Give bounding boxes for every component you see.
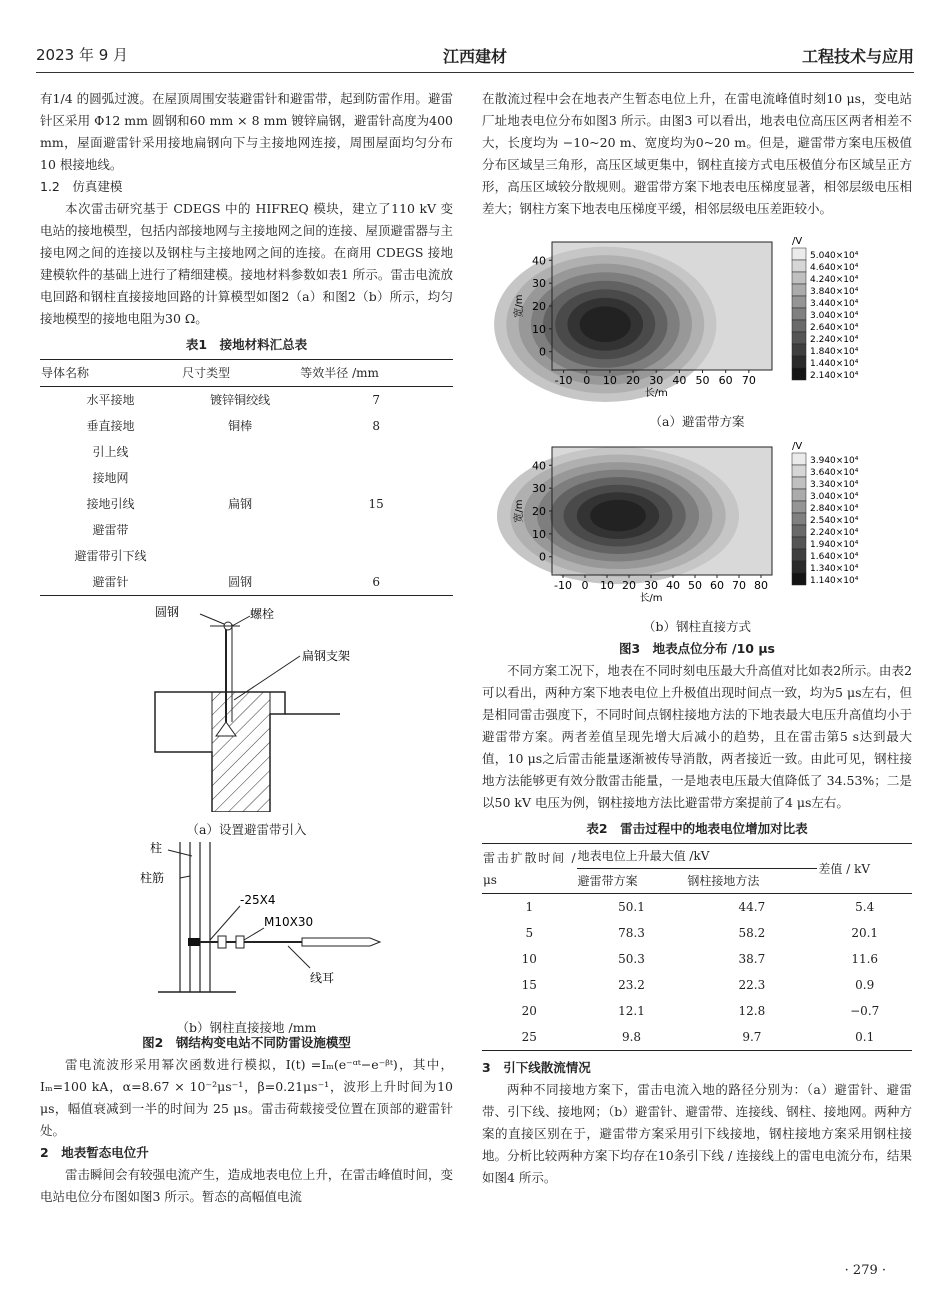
colorbar-swatch — [792, 260, 806, 272]
table-header: 钢柱接地方法 — [686, 869, 817, 894]
paragraph: 有1/4 的圆弧过渡。在屋顶周围安装避雷针和避雷带，起到防雷作用。避雷针区采用 Φ12 mm 圆钢和60 mm × 8 mm 镀锌扁钢，避雷针高度为400 mm，屋面避雷针采用接地扁钢向下与主接地网连接，周围屋面均匀分布10 根接地线。 — [40, 91, 453, 172]
table2 — [482, 843, 912, 1051]
table-row — [40, 569, 453, 596]
table-cell — [299, 517, 453, 543]
colorbar-swatch — [792, 561, 806, 573]
y-axis-label: 宽/m — [514, 294, 525, 318]
figure-2b — [40, 842, 453, 1035]
label-lug: 线耳 — [310, 971, 335, 985]
colorbar-unit: /V — [792, 236, 803, 247]
label-rebar: 柱筋 — [140, 871, 165, 885]
table-header: 等效半径 /mm — [299, 360, 453, 387]
label-flat-bracket: 扁钢支架 — [302, 649, 351, 663]
table-cell: 25 — [521, 1030, 537, 1044]
table-cell — [181, 543, 299, 569]
table-cell: 避雷针 — [92, 575, 129, 589]
y-tick-label: 0 — [539, 550, 546, 564]
y-axis-label: 宽/m — [514, 499, 525, 523]
colorbar-label: 2.240×10⁴ — [810, 528, 859, 538]
table-cell: 扁钢 — [228, 497, 253, 511]
label-bolt: 螺栓 — [250, 607, 275, 621]
x-tick-label: 60 — [710, 579, 724, 592]
section-heading: 2 地表暂态电位升 — [40, 1145, 149, 1160]
table-cell — [181, 517, 299, 543]
y-tick-label: 40 — [532, 254, 546, 268]
left-column — [40, 88, 453, 1208]
x-tick-label: 30 — [644, 579, 658, 592]
table-cell — [181, 465, 299, 491]
table-cell: 58.2 — [738, 926, 766, 940]
table-cell — [299, 543, 453, 569]
table-cell: 20 — [521, 1004, 537, 1018]
table-cell: 接地引线 — [86, 497, 135, 511]
x-tick-label: 0 — [581, 579, 589, 592]
table-header: 差值 / kV — [817, 844, 912, 894]
table-header: 尺寸类型 — [181, 360, 299, 387]
x-tick-label: 40 — [672, 374, 687, 387]
header-journal: 江西建材 — [442, 47, 507, 66]
paragraph: 两种不同接地方案下，雷击电流入地的路径分别为：（a）避雷针、避雷带、引下线、接地网；（b）避雷针、避雷带、连接线、钢柱、接地网。两种方案的直接区别在于，避雷带方案采用引下线接地，钢柱接地方案采用钢柱接地。分析比较两种方案下均存在10条引下线 / 连接线上的雷电电流分布，结果如图4 所示。 — [482, 1082, 912, 1185]
table-cell — [181, 439, 299, 465]
paragraph: 在散流过程中会在地表产生暂态电位上升，在雷电流峰值时刻10 μs，变电站厂址地表电位分布如图3 所示。由图3 可以看出，地表电位高压区两者相差不大，长度均为 −10~20 m、宽度均为0~20 m。但是，避雷带方案电压极值分布区域呈三角形，高压区域更集中，钢柱直接方式电压极值分布区域呈正方形，高压区域较分散规则。避雷带方案下地表电压梯度显著，相邻层级电压相差大；钢柱方案下地表电压梯度平缓，相邻层级电压差距较小。 — [482, 91, 912, 216]
x-tick-label: 60 — [718, 374, 733, 387]
colorbar-label: 3.440×10⁴ — [810, 299, 859, 309]
table-cell: 9.7 — [742, 1030, 762, 1044]
x-axis-label: 长/m — [644, 388, 668, 399]
heatmap-contour — [590, 500, 646, 532]
table-cell — [299, 439, 453, 465]
x-tick-label: 70 — [741, 374, 756, 387]
table-cell: 50.3 — [618, 952, 645, 966]
label-bolt-size: M10X30 — [264, 915, 314, 929]
colorbar-swatch — [792, 248, 806, 260]
header-section: 工程技术与应用 — [801, 47, 914, 66]
table-cell: 避雷带引下线 — [74, 549, 147, 563]
table-cell: 20.1 — [851, 926, 879, 940]
colorbar-swatch — [792, 513, 806, 525]
colorbar-swatch — [792, 368, 806, 380]
table-cell: 6 — [372, 575, 380, 589]
x-tick-label: 30 — [649, 374, 664, 387]
colorbar-label: 4.240×10⁴ — [810, 275, 859, 285]
colorbar-label: 5.040×10⁴ — [810, 251, 859, 261]
colorbar-swatch — [792, 356, 806, 368]
paragraph: 不同方案工况下，地表在不同时刻电压最大升高值对比如表2所示。由表2 可以看出，两种方案下地表电位上升极值出现时间点一致，均为5 μs左右，但是相同雷击强度下，不同时间点钢柱接地方法的下地表最大电压升高值均小于避雷带方案。两者差值呈现先增大后减小的趋势，且在雷击第5 s达到最大值，10 μs之后雷击能量逐渐被传导消散，两者接近一致。由此可见，钢柱接地方法能够更有效分散雷击能量，一是地表电压最大值降低了 34.53%；二是以50 kV 电压为例，钢柱接地方法比避雷带方案提前了4 μs左右。 — [482, 663, 912, 810]
colorbar-swatch — [792, 320, 806, 332]
colorbar-label: 3.640×10⁴ — [810, 468, 859, 478]
figure-2a-caption: （a）设置避雷带引入 — [186, 822, 307, 837]
colorbar-swatch — [792, 549, 806, 561]
colorbar-label: 3.040×10⁴ — [810, 311, 859, 321]
colorbar-label: 1.140×10⁴ — [810, 576, 859, 586]
table-cell: 5 — [525, 926, 534, 940]
colorbar-label: 1.940×10⁴ — [810, 540, 859, 550]
colorbar-swatch — [792, 477, 806, 489]
table-row — [482, 920, 912, 946]
colorbar-label: 2.140×10⁴ — [810, 371, 859, 381]
colorbar-label: 2.840×10⁴ — [810, 504, 859, 514]
x-tick-label: 70 — [732, 579, 746, 592]
colorbar-swatch — [792, 537, 806, 549]
figure-3-title: 图3 地表点位分布 /10 μs — [618, 641, 775, 656]
x-tick-label: 50 — [688, 579, 702, 592]
table2-caption: 表2 雷击过程中的地表电位增加对比表 — [586, 821, 808, 836]
table-cell: 垂直接地 — [86, 419, 135, 433]
table-cell: 镀锌铜绞线 — [210, 393, 271, 407]
table-cell: 15 — [368, 497, 384, 511]
x-tick-label: 80 — [754, 579, 768, 592]
colorbar-swatch — [792, 296, 806, 308]
table-cell: 9.8 — [621, 1030, 642, 1044]
table1-body — [40, 387, 453, 596]
table-cell: 15 — [521, 978, 537, 992]
table1 — [40, 359, 453, 596]
table-row — [40, 465, 453, 491]
table-cell: 22.3 — [738, 978, 766, 992]
y-tick-label: 30 — [532, 277, 546, 291]
table-row — [40, 439, 453, 465]
y-tick-label: 10 — [532, 527, 546, 541]
x-axis-label: 长/m — [639, 593, 663, 604]
table-cell: 0.9 — [855, 978, 875, 992]
table-cell: 8 — [372, 419, 380, 433]
table-cell: 12.1 — [618, 1004, 645, 1018]
figure-2a-drawing — [40, 604, 453, 812]
colorbar-label: 2.240×10⁴ — [810, 335, 859, 345]
figure-3b-caption: （b）钢柱直接方式 — [642, 619, 751, 634]
table-cell: 引上线 — [92, 445, 129, 459]
table-header: 地表电位上升最大值 /kV — [577, 844, 818, 869]
table-row — [40, 543, 453, 569]
y-tick-label: 40 — [532, 459, 546, 473]
table-cell: 78.3 — [618, 926, 645, 940]
colorbar-label: 3.340×10⁴ — [810, 480, 859, 490]
label-round-steel: 圆钢 — [155, 605, 180, 619]
page-header — [36, 36, 914, 70]
table-cell — [299, 465, 453, 491]
x-tick-label: -10 — [554, 374, 573, 387]
table-cell: 水平接地 — [86, 393, 135, 407]
colorbar-swatch — [792, 489, 806, 501]
table-header: 导体名称 — [40, 360, 181, 387]
x-tick-label: 20 — [622, 579, 636, 592]
header-rule — [36, 72, 914, 73]
figure-3a — [482, 234, 912, 433]
right-column — [482, 88, 912, 1189]
y-tick-label: 20 — [532, 300, 546, 313]
colorbar-label: 3.840×10⁴ — [810, 287, 859, 297]
label-column: 柱 — [150, 842, 163, 855]
colorbar-swatch — [792, 465, 806, 477]
x-tick-label: -10 — [554, 579, 572, 592]
colorbar-swatch — [792, 501, 806, 513]
table-cell: 10 — [521, 952, 537, 966]
x-tick-label: 10 — [602, 374, 617, 387]
figure-2b-drawing — [40, 842, 453, 1010]
colorbar-label: 1.440×10⁴ — [810, 359, 859, 369]
table-cell: 44.7 — [738, 900, 766, 914]
table-header: 避雷带方案 — [577, 869, 687, 894]
table-row — [40, 491, 453, 517]
table2-body — [482, 894, 912, 1051]
table-row — [482, 1024, 912, 1051]
table-row — [40, 413, 453, 439]
table-row — [482, 946, 912, 972]
figure-3b — [482, 439, 912, 638]
table-row — [40, 517, 453, 543]
colorbar-swatch — [792, 573, 806, 585]
heatmap-contour — [580, 306, 631, 342]
colorbar-swatch — [792, 525, 806, 537]
x-tick-label: 0 — [583, 374, 591, 387]
colorbar-swatch — [792, 284, 806, 296]
heatmap-b — [482, 439, 912, 609]
table-cell: 38.7 — [738, 952, 766, 966]
subsection-heading: 1.2 仿真建模 — [40, 179, 123, 194]
y-tick-label: 20 — [532, 505, 546, 518]
figure-2a — [40, 604, 453, 837]
paragraph: 本次雷击研究基于 CDEGS 中的 HIFREQ 模块，建立了110 kV 变电站的接地模型，包括内部接地网与主接地网之间的连接、屋顶避雷器与主接电网之间的连接以及钢柱与主接地网之间的连接。在商用 CDEGS 接地建模软件的基础上进行了精细建模。接地材料参数如表1 所示。雷击电流放电回路和钢柱直接接地回路的计算模型如图2（a）和图2（b）所示，均匀接地模型的接地电阻为30 Ω。 — [40, 201, 453, 326]
colorbar-swatch — [792, 453, 806, 465]
heatmap-a — [482, 234, 912, 404]
y-tick-label: 10 — [532, 322, 546, 336]
colorbar-label: 2.540×10⁴ — [810, 516, 859, 526]
section-heading: 3 引下线散流情况 — [482, 1060, 591, 1075]
table-cell: 0.1 — [855, 1030, 875, 1044]
colorbar-label: 1.340×10⁴ — [810, 564, 859, 574]
table-cell: −0.7 — [850, 1004, 880, 1018]
colorbar-swatch — [792, 332, 806, 344]
colorbar-label: 2.640×10⁴ — [810, 323, 859, 333]
table-cell: 接地网 — [92, 471, 129, 485]
table-cell: 圆钢 — [228, 575, 253, 589]
figure-2-title: 图2 钢结构变电站不同防雷设施模型 — [142, 1035, 351, 1050]
table1-caption: 表1 接地材料汇总表 — [185, 337, 308, 352]
table-cell: 7 — [372, 393, 380, 407]
x-tick-label: 50 — [695, 374, 710, 387]
colorbar-label: 1.640×10⁴ — [810, 552, 859, 562]
colorbar-swatch — [792, 272, 806, 284]
colorbar-label: 4.640×10⁴ — [810, 263, 859, 273]
page-number: · 279 · — [844, 1263, 886, 1278]
x-tick-label: 20 — [626, 374, 641, 387]
colorbar-unit: /V — [792, 441, 803, 452]
table-cell: 1 — [525, 900, 534, 914]
table-cell: 12.8 — [738, 1004, 766, 1018]
paragraph: 雷击瞬间会有较强电流产生，造成地表电位上升，在雷击峰值时间，变电站电位分布图如图3 所示。暂态的高幅值电流 — [40, 1167, 453, 1204]
table-cell: 50.1 — [618, 900, 645, 914]
table-row — [482, 998, 912, 1024]
label-flat-steel: -25X4 — [240, 893, 276, 907]
header-date: 2023 年 9 月 — [36, 46, 129, 64]
figure-2b-caption: （b）钢柱直接接地 /mm — [176, 1020, 317, 1035]
colorbar-swatch — [792, 308, 806, 320]
table-cell: 23.2 — [618, 978, 645, 992]
colorbar-label: 3.040×10⁴ — [810, 492, 859, 502]
table-cell: 5.4 — [855, 900, 875, 914]
figure-3a-caption: （a）避雷带方案 — [649, 414, 745, 429]
colorbar-label: 3.940×10⁴ — [810, 456, 859, 466]
y-tick-label: 0 — [539, 345, 546, 359]
table-row — [482, 894, 912, 921]
x-tick-label: 10 — [600, 579, 614, 592]
table-row — [482, 972, 912, 998]
table-cell: 铜棒 — [228, 419, 253, 433]
y-tick-label: 30 — [532, 482, 546, 496]
table-cell: 11.6 — [851, 952, 879, 966]
x-tick-label: 40 — [666, 579, 680, 592]
paragraph: 雷电流波形采用幂次函数进行模拟，I(t) =Iₘ(e⁻ᵅᵗ−e⁻ᵝᵗ)，其中，Iₘ=100 kA，α=8.67 × 10⁻²μs⁻¹，β=0.21μs⁻¹，波形上升时间为10 μs，幅值衰减到一半的时间为 25 μs。雷击荷载接受位置在顶部的避雷针处。 — [40, 1057, 453, 1138]
colorbar-label: 1.840×10⁴ — [810, 347, 859, 357]
table-row — [40, 387, 453, 414]
colorbar-swatch — [792, 344, 806, 356]
table-header: 雷击扩散时间 /μs — [482, 844, 577, 894]
table-cell: 避雷带 — [92, 523, 129, 537]
